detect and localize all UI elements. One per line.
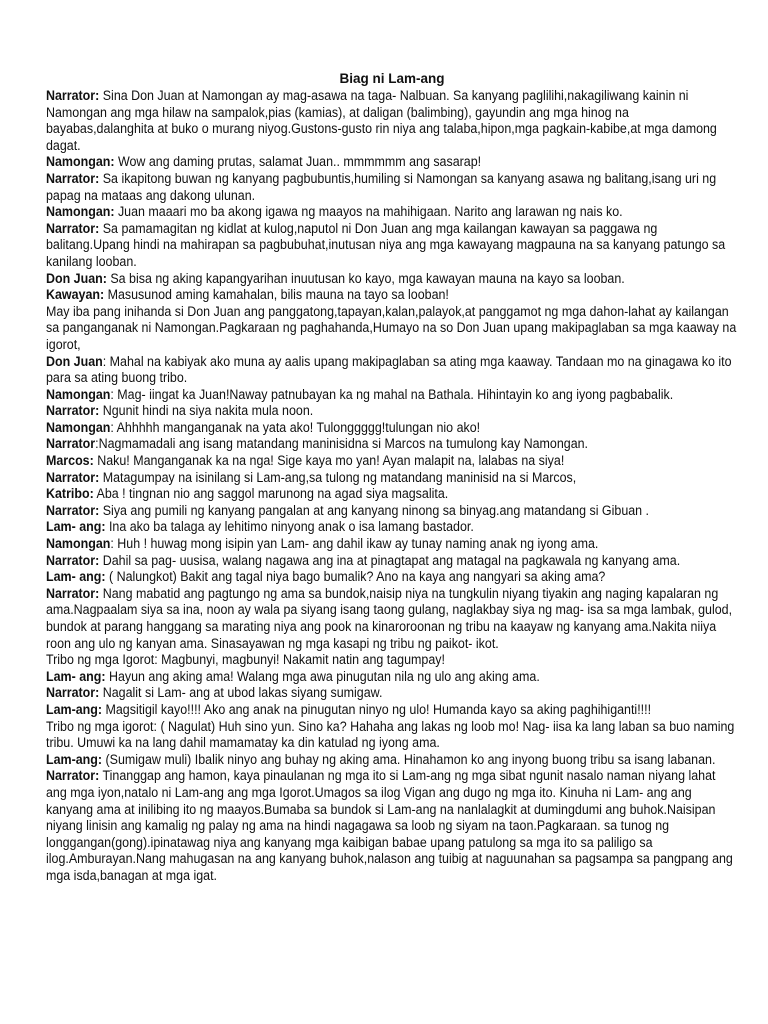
paragraph-text: : Mag- iingat ka Juan!Naway patnubayan ka ng mahal na Bathala. Hihintayin ko ang iyong pagbabalik. xyxy=(110,386,674,402)
paragraph xyxy=(46,569,739,586)
paragraph xyxy=(46,553,739,570)
paragraph-text: :Nagmamadali ang isang matandang maninisidna si Marcos na tumulong kay Namongan. xyxy=(95,436,589,452)
paragraph-text: ( Nalungkot) Bakit ang tagal niya bago bumalik? Ano na kaya ang nangyari sa aking ama? xyxy=(105,569,606,585)
speaker-label: Namongan xyxy=(46,536,111,552)
speaker-label: Lam-ang: xyxy=(46,701,103,717)
paragraph xyxy=(46,586,739,652)
paragraph-text: Sina Don Juan at Namongan ay mag-asawa na taga- Nalbuan. Sa kanyang paglilihi,nakagiliwang kainin ni Namongan ang mga hilaw na sampalok,pias (kamias), at daligan (balimbing), gayundin ang mga hinog na bayabas,dalanghita at buko o murang niyog.Gustons-gusto rin niya ang talaba,hipon,mga pagkain-kabibe,at mga damong dagat. xyxy=(46,88,717,153)
speaker-label: Narrator: xyxy=(46,585,100,601)
paragraph xyxy=(46,204,739,221)
speaker-label: Lam- ang: xyxy=(46,519,106,535)
speaker-label: Narrator: xyxy=(46,403,100,419)
speaker-label: Don Juan: xyxy=(46,270,107,286)
paragraph xyxy=(46,486,739,503)
paragraph-text: Juan maaari mo ba akong igawa ng maayos na mahihigaan. Narito ang larawan ng nais ko. xyxy=(114,204,623,220)
paragraph-text: Sa ikapitong buwan ng kanyang pagbubuntis,humiling si Namongan sa kanyang asawa ng balitang,isang uri ng papag na mataas ang dakong ulunan. xyxy=(46,170,717,203)
paragraph xyxy=(46,652,739,669)
speaker-label: Don Juan xyxy=(46,353,103,369)
paragraph xyxy=(46,752,739,769)
paragraph xyxy=(46,271,739,288)
paragraph xyxy=(46,287,739,304)
paragraph-text: Siya ang pumili ng kanyang pangalan at ang kanyang ninong sa binyag.ang matandang si Gibuan . xyxy=(99,502,650,518)
paragraph xyxy=(46,702,739,719)
paragraph xyxy=(46,221,739,271)
paragraph xyxy=(46,453,739,470)
speaker-label: Namongan: xyxy=(46,204,115,220)
paragraph-text: Tribo ng mga Igorot: Magbunyi, magbunyi! Nakamit natin ang tagumpay! xyxy=(46,652,445,668)
paragraph xyxy=(46,719,739,752)
paragraph xyxy=(46,154,739,171)
speaker-label: Narrator: xyxy=(46,88,100,103)
paragraph-text: Tribo ng mga igorot: ( Nagulat) Huh sino yun. Sino ka? Hahaha ang lakas ng loob mo! Nag- iisa ka lang laban sa buo naming tribu. Umuwi ka na lang dahil mamamatay ka din katulad ng iyong ama. xyxy=(46,718,735,751)
paragraph xyxy=(46,403,739,420)
paragraph-text: (Sumigaw muli) Ibalik ninyo ang buhay ng aking ama. Hinahamon ko ang inyong buong tribu sa isang labanan. xyxy=(102,751,716,767)
speaker-label: Narrator: xyxy=(46,502,100,518)
paragraph xyxy=(46,669,739,686)
paragraph-text: Aba ! tingnan nio ang saggol marunong na agad siya magsalita. xyxy=(93,486,449,502)
paragraph-text: May iba pang inihanda si Don Juan ang panggatong,tapayan,kalan,palayok,at panggamot ng mga dahon-lahat ay kailangan sa panganganak ni Namongan.Pagkaraan ng paghahanda,Humayo na so Don Juan upang makipaglaban sa mga kaaway na igorot, xyxy=(46,303,737,352)
paragraph-text: Sa bisa ng aking kapangyarihan inuutusan ko kayo, mga kawayan mauna na kayo sa looban. xyxy=(106,270,625,286)
paragraph-text: Masusunod aming kamahalan, bilis mauna na tayo sa looban! xyxy=(104,287,449,303)
document-title: Biag ni Lam-ang xyxy=(339,71,445,86)
speaker-label: Narrator: xyxy=(46,170,100,186)
paragraph xyxy=(46,685,739,702)
speaker-label: Marcos: xyxy=(46,453,94,469)
speaker-label: Narrator: xyxy=(46,685,100,701)
paragraph-text: Matagumpay na isinilang si Lam-ang,sa tulong ng matandang maninisid na si Marcos, xyxy=(99,469,577,485)
paragraph xyxy=(46,768,739,884)
speaker-label: Namongan xyxy=(46,386,111,402)
speaker-label: Katribo: xyxy=(46,486,94,502)
paragraph xyxy=(46,470,739,487)
paragraph-text: : Huh ! huwag mong isipin yan Lam- ang dahil ikaw ay tunay naming anak ng iyong ama. xyxy=(110,536,599,552)
paragraph-text: Nang mabatid ang pagtungo ng ama sa bundok,naisip niya na tungkulin niyang tiyakin ang naging kapalaran ng ama.Nagpaalam siya sa ina, noon ay wala pa siyang isang taong gulang, naglakbay siya ng mag- isa sa mga lambak, gulod, bundok at parang hanggang sa marating niya ang pook na kinaroroonan ng tribu na kaayaw ng kanyang ama.Nakita niiya roon ang ulo ng kanyan ama. Sinasayawan ng mga kasapi ng tribu ng paikot- ikot. xyxy=(46,585,733,651)
paragraph-text: Hayun ang aking ama! Walang mga awa pinugutan nila ng ulo ang aking ama. xyxy=(105,668,540,684)
paragraph-text: Dahil sa pag- uusisa, walang nagawa ang ina at pinagtapat ang matagal na pagkawala ng kanyang ama. xyxy=(99,552,681,568)
document-body xyxy=(46,88,739,885)
speaker-label: Narrator: xyxy=(46,469,100,485)
speaker-label: Narrator: xyxy=(46,768,100,784)
paragraph xyxy=(46,354,739,387)
paragraph-text: Naku! Manganganak ka na nga! Sige kaya mo yan! Ayan malapit na, lalabas na siya! xyxy=(93,453,565,469)
speaker-label: Kawayan: xyxy=(46,287,105,303)
paragraph xyxy=(46,387,739,404)
paragraph xyxy=(46,503,739,520)
paragraph-text: : Mahal na kabiyak ako muna ay aalis upang makipaglaban sa ating mga kaaway. Tandaan mo na ginagawa ko ito para sa ating buong tribo. xyxy=(46,353,732,386)
speaker-label: Lam- ang: xyxy=(46,569,106,585)
paragraph-text: Ina ako ba talaga ay lehitimo ninyong anak o isa lamang bastador. xyxy=(105,519,474,535)
speaker-label: Narrator xyxy=(46,436,96,452)
speaker-label: Narrator: xyxy=(46,552,100,568)
paragraph xyxy=(46,436,739,453)
speaker-label: Narrator: xyxy=(46,220,100,236)
paragraph-text: : Ahhhhh manganganak na yata ako! Tulonggggg!tulungan nio ako! xyxy=(110,419,481,435)
speaker-label: Namongan: xyxy=(46,154,115,170)
paragraph-text: Nagalit si Lam- ang at ubod lakas siyang sumigaw. xyxy=(99,685,383,701)
speaker-label: Lam- ang: xyxy=(46,668,106,684)
paragraph xyxy=(46,171,739,204)
paragraph-text: Tinanggap ang hamon, kaya pinaulanan ng mga ito si Lam-ang ng mga sibat ngunit nasalo naman niyang lahat ang mga iyon,natalo ni Lam-ang ang mga Igorot.Umagos sa ilog Vigan ang dugo ng mga ito. Kinuha ni Lam- ang ang kanyang ama at inilibing ito ng maayos.Bumaba sa bundok si Lam-ang na nanlalagkit at dumingdumi ang buhok.Naisipan niyang linisin ang kamalig ng palay ng ama na hindi nagagawa sa loob ng siyam na taon.Pagkaraan. sa tunog ng longgangan(gong).ipinatawag niya ang kanyang mga kaibigan babae upang patulong sa mga ito sa paliligo sa ilog.Amburayan.Nang mahugasan na ang kanyang buhok,nalason ang tuibig at naguunahan sa pagsampa sa pangpang ang mga isda,banagan at mga igat. xyxy=(46,768,733,883)
speaker-label: Namongan xyxy=(46,419,111,435)
paragraph xyxy=(46,420,739,437)
paragraph xyxy=(46,536,739,553)
paragraph-text: Magsitigil kayo!!!! Ako ang anak na pinugutan ninyo ng ulo! Humanda kayo sa aking paghihiganti!!!! xyxy=(102,701,652,717)
paragraph-text: Ngunit hindi na siya nakita mula noon. xyxy=(99,403,314,419)
paragraph-text: Wow ang daming prutas, salamat Juan.. mmmmmm ang sasarap! xyxy=(114,154,482,170)
speaker-label: Lam-ang: xyxy=(46,751,103,767)
paragraph xyxy=(46,88,739,154)
paragraph xyxy=(46,304,739,354)
paragraph-text: Sa pamamagitan ng kidlat at kulog,naputol ni Don Juan ang mga kailangan kawayan sa paggawa ng balitang.Upang hindi na mahirapan sa pagbubuhat,inutusan niya ang mga kawayang magpauna na sa kanyang patungo sa kanilang looban. xyxy=(46,220,726,269)
paragraph xyxy=(46,519,739,536)
